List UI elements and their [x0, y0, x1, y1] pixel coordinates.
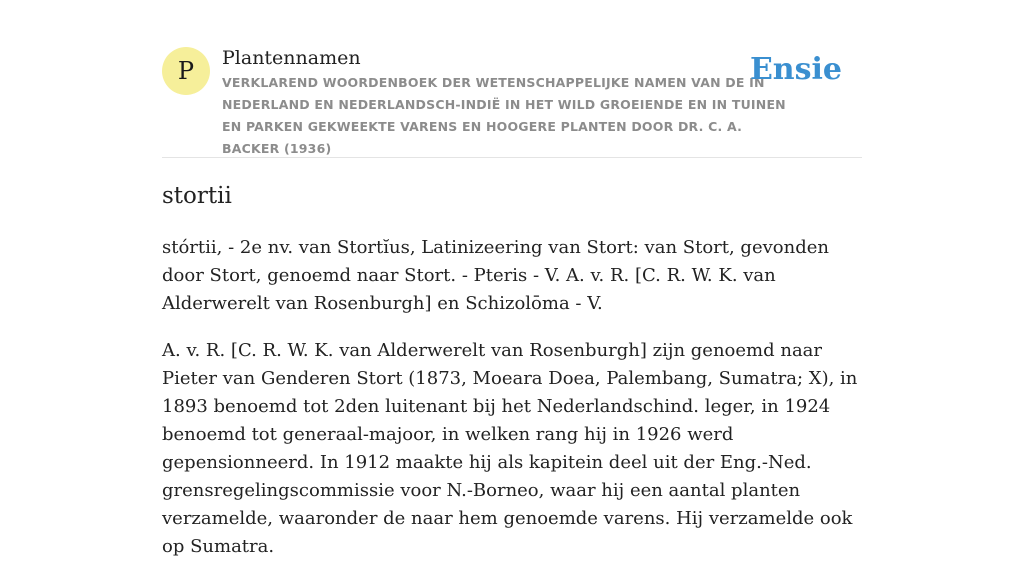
book-header — [162, 44, 862, 158]
book-title[interactable]: Plantennamen — [222, 47, 361, 69]
entry-body — [162, 234, 862, 580]
book-logo[interactable] — [162, 47, 210, 95]
entry-paragraph: A. v. R. [C. R. W. K. van Alderwerelt van Rosenburgh] zijn genoemd naar Pieter van Genderen Stort (1873, Moeara Doea, Palembang, Sumatra; X), in 1893 benoemd tot 2den luitenant bij het Nederlandschind. leger, in 1924 benoemd tot generaal-majoor, in welken rang hij in 1926 werd gepensionneerd. In 1912 maakte hij als kapitein deel uit der Eng.-Ned. grensregelingscommissie voor N.-Borneo, waar hij een aantal planten verzamelde, waaronder de naar hem genoemde varens. Hij verzamelde ook op Sumatra. — [162, 340, 858, 557]
book-subtitle: VERKLAREND WOORDENBOEK DER WETENSCHAPPELIJKE NAMEN VAN DE IN NEDERLAND EN NEDERLANDSCH-INDIË IN HET WILD GROEIENDE EN IN TUINEN EN PARKEN GEKWEEKTE VARENS EN HOOGERE PLANTEN DOOR DR. C. A. BACKER (1936) — [222, 75, 786, 156]
entry-title: stortii — [162, 183, 232, 209]
book-logo-letter: P — [177, 57, 195, 85]
ensie-logo[interactable]: Ensie — [749, 52, 842, 87]
entry-paragraph: stórtii, - 2e nv. van Stortĭus, Latinizeering van Stort: van Stort, gevonden door Stort, genoemd naar Stort. - Pteris - V. A. v. R. [C. R. W. K. van Alderwerelt van Rosenburgh] en Schizolōma - V. — [162, 237, 829, 314]
